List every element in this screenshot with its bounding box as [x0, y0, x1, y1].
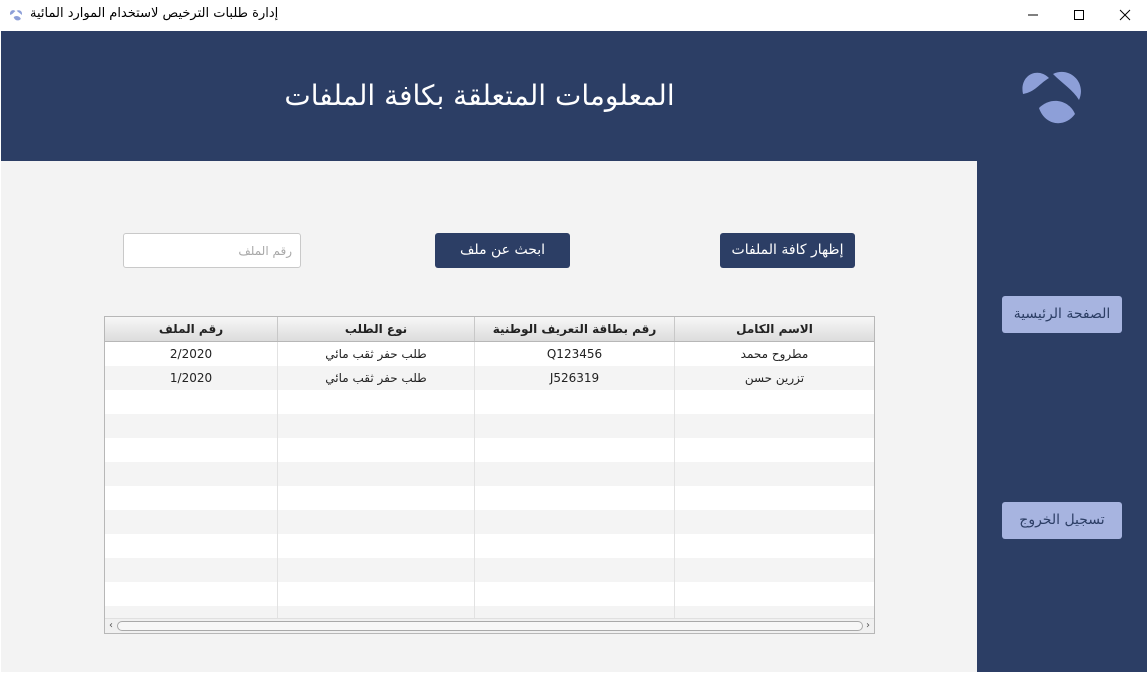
table-header: [105, 317, 874, 342]
show-all-files-button[interactable]: إظهار كافة الملفات: [720, 233, 855, 268]
scrollbar-thumb[interactable]: [117, 621, 863, 631]
empty-table-row: [105, 486, 874, 510]
empty-table-row: [105, 414, 874, 438]
column-header-full-name[interactable]: الاسم الكامل: [736, 322, 813, 336]
file-number-input[interactable]: [123, 233, 301, 268]
cell-full-name: مطروح محمد: [740, 347, 809, 361]
horizontal-scrollbar[interactable]: [105, 618, 874, 633]
close-button[interactable]: [1102, 0, 1148, 30]
files-table[interactable]: [104, 316, 875, 634]
app-logo-icon: [1019, 68, 1085, 128]
column-header-national-id[interactable]: رقم بطاقة التعريف الوطنية: [475, 317, 675, 341]
close-icon: [1119, 9, 1131, 21]
empty-table-row: [105, 534, 874, 558]
cell-file-number: 1/2020: [105, 366, 278, 390]
page-title: المعلومات المتعلقة بكافة الملفات: [284, 79, 675, 112]
scroll-right-icon[interactable]: ›: [866, 620, 870, 631]
table-row[interactable]: [105, 342, 874, 366]
app-icon: [9, 8, 23, 22]
cell-full-name: تزرين حسن: [744, 371, 805, 385]
minimize-button[interactable]: [1010, 0, 1056, 30]
empty-table-row: [105, 582, 874, 606]
table-body: [105, 342, 874, 630]
minimize-icon: [1027, 9, 1039, 21]
home-page-button[interactable]: الصفحة الرئيسية: [1002, 296, 1122, 333]
empty-table-row: [105, 438, 874, 462]
cell-national-id: Q123456: [475, 342, 675, 366]
cell-file-number: 2/2020: [105, 342, 278, 366]
search-file-button[interactable]: ابحث عن ملف: [435, 233, 570, 268]
sidebar: [977, 161, 1147, 672]
column-header-request-type[interactable]: نوع الطلب: [278, 317, 475, 341]
cell-request-type: طلب حفر ثقب مائي: [278, 342, 475, 366]
cell-national-id: J526319: [475, 366, 675, 390]
table-row[interactable]: [105, 366, 874, 390]
empty-table-row: [105, 558, 874, 582]
cell-request-type: طلب حفر ثقب مائي: [278, 366, 475, 390]
empty-table-row: [105, 510, 874, 534]
maximize-button[interactable]: [1056, 0, 1102, 30]
scroll-left-icon[interactable]: ‹: [109, 620, 113, 631]
maximize-icon: [1073, 9, 1085, 21]
window-title: إدارة طلبات الترخيص لاستخدام الموارد المائية: [30, 6, 279, 21]
title-bar: [0, 0, 1148, 30]
header-banner: [1, 31, 1147, 161]
column-header-file-number[interactable]: رقم الملف: [105, 317, 278, 341]
logout-button[interactable]: تسجيل الخروج: [1002, 502, 1122, 539]
empty-table-row: [105, 462, 874, 486]
empty-table-row: [105, 390, 874, 414]
